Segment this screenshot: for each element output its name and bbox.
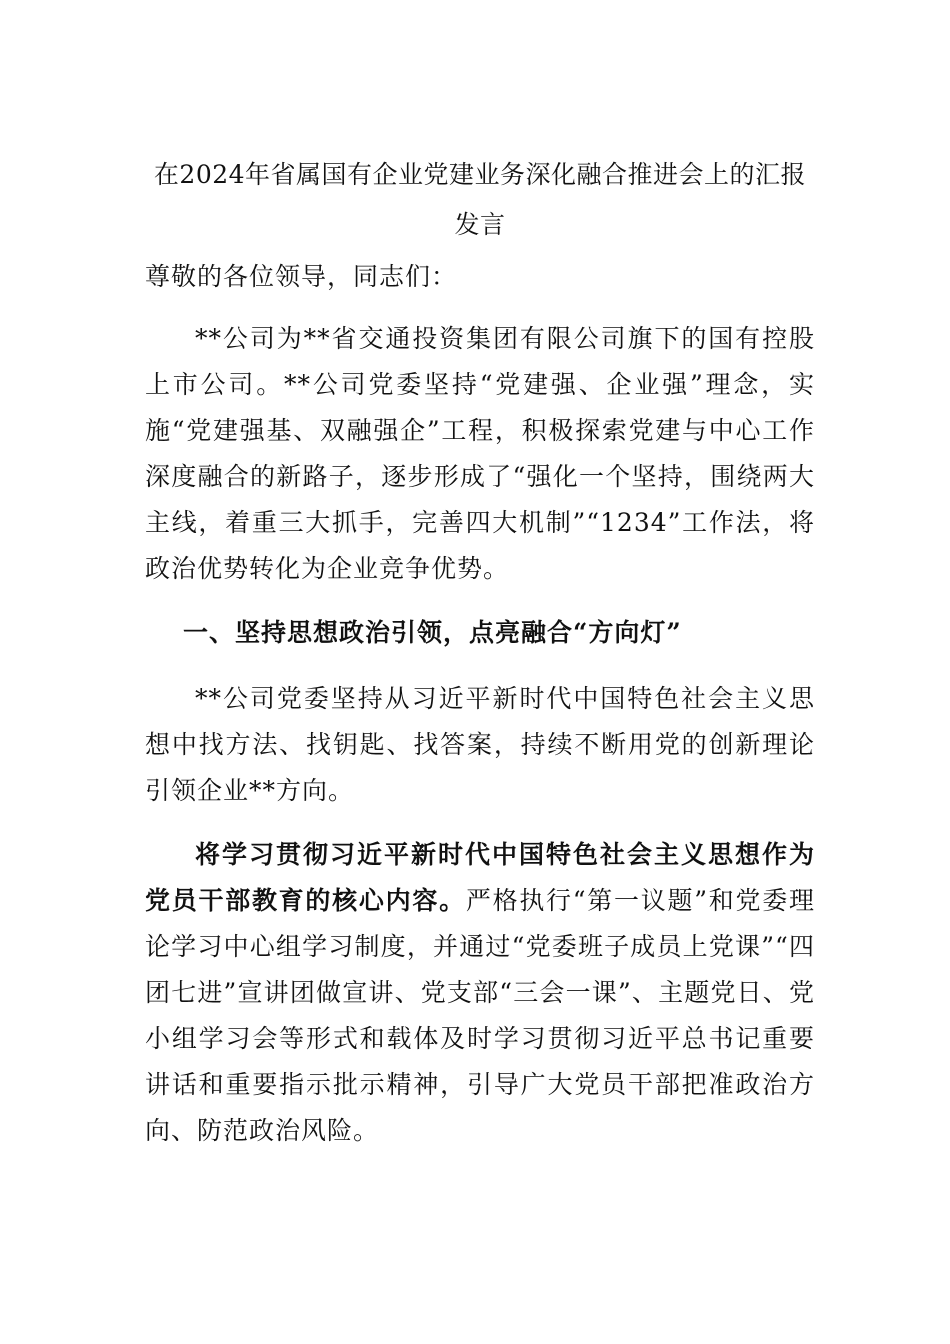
intro-paragraph: **公司为**省交通投资集团有限公司旗下的国有控股上市公司。**公司党委坚持“党建强、企业强”理念，实施“党建强基、双融强企”工程，积极探索党建与中心工作深度融合的新路子，逐步形成了“强化一个坚持，围绕两大主线，着重三大抓手，完善四大机制”“1234”工作法，将政治优势转化为企业竞争优势。 [145,324,815,583]
paragraph-2-body: 严格执行“第一议题”和党委理论学习中心组学习制度，并通过“党委班子成员上党课”“四团七进”宣讲团做宣讲、党支部“三会一课”、主题党日、党小组学习会等形式和载体及时学习贯彻习近平总书记重要讲话和重要指示批示精神，引导广大党员干部把准政治方向、防范政治风险。 [145,886,815,1145]
section-1-paragraph-1: **公司党委坚持从习近平新时代中国特色社会主义思想中找方法、找钥匙、找答案，持续不断用党的创新理论引领企业**方向。 [145,684,815,805]
document-body [145,150,815,1154]
salutation: 尊敬的各位领导，同志们： [145,262,458,291]
title-line-1: 在2024年省属国有企业党建业务深化融合推进会上的汇报 [153,160,807,189]
section-1-heading: 一、坚持思想政治引领，点亮融合“方向灯” [183,618,682,647]
section-1-paragraph-2 [145,832,815,1154]
paragraph-2-lead-sentence: 将学习贯彻习近平新时代中国特色社会主义思想作为党员干部教育的核心内容。 [145,840,815,915]
title-line-2: 发言 [454,210,506,239]
document-title [145,150,815,250]
